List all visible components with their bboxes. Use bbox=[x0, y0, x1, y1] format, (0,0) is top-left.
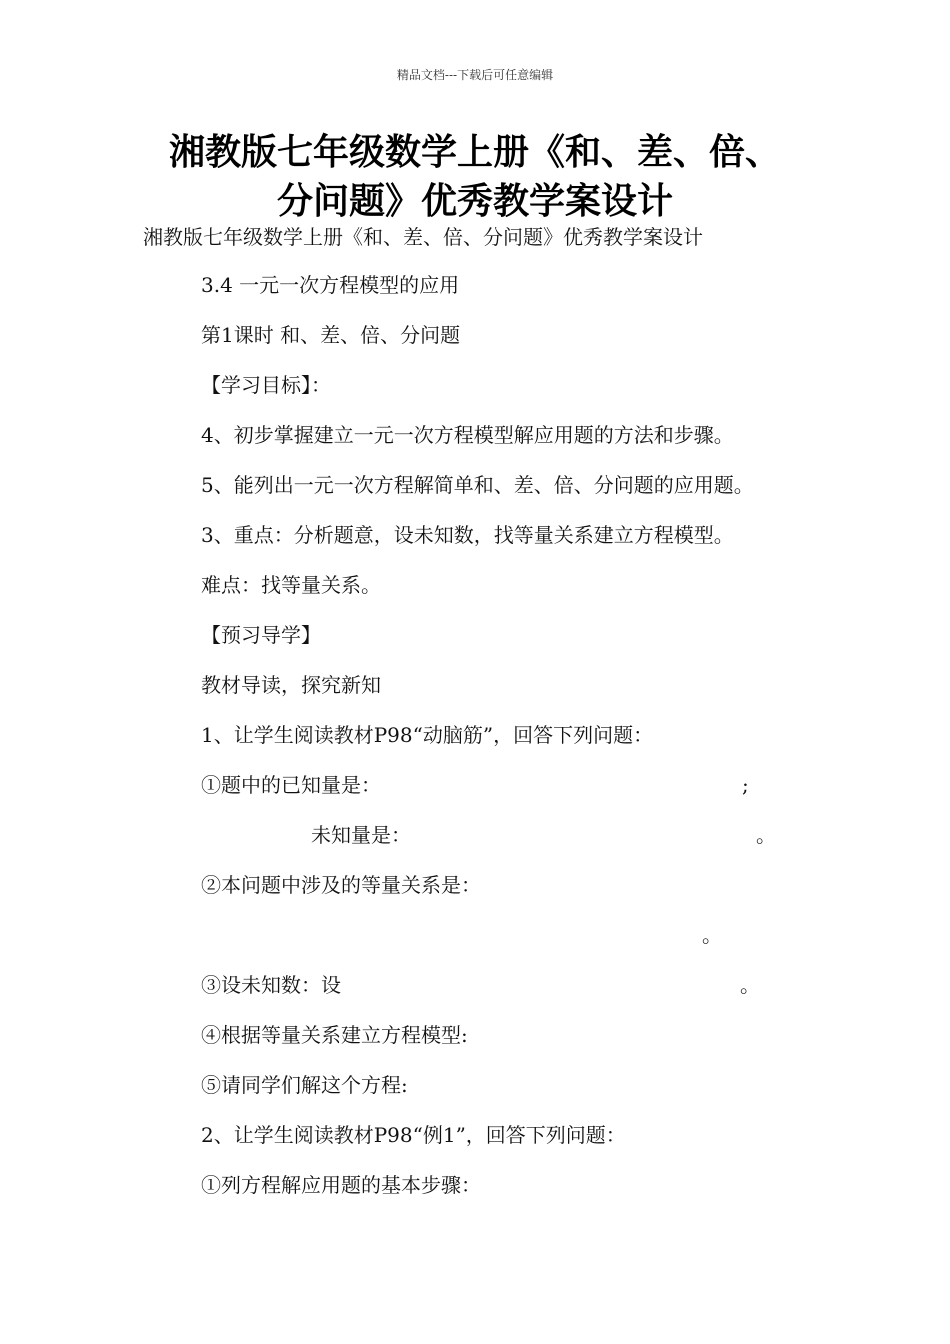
known-quantity-prompt: ①题中的已知量是： bbox=[201, 773, 381, 797]
document-title-line-1: 湘教版七年级数学上册《和、差、倍、 bbox=[168, 131, 781, 173]
preview-heading: 【预习导学】 bbox=[201, 623, 321, 647]
reading-intro: 教材导读，探究新知 bbox=[201, 673, 381, 697]
question-1: 1、让学生阅读教材P98“动脑筋”，回答下列问题： bbox=[201, 723, 654, 747]
section-heading: 3.4 一元一次方程模型的应用 bbox=[201, 273, 460, 297]
goal-item: 4、初步掌握建立一元一次方程模型解应用题的方法和步骤。 bbox=[201, 423, 734, 447]
difficulty-text: 难点：找等量关系。 bbox=[201, 573, 381, 597]
goal-item: 5、能列出一元一次方程解简单和、差、倍、分问题的应用题。 bbox=[201, 473, 754, 497]
set-unknown-prompt: ③设未知数：设 bbox=[201, 973, 341, 997]
solve-equation-prompt: ⑤请同学们解这个方程: bbox=[201, 1073, 408, 1097]
learning-goals-heading: 【学习目标】： bbox=[201, 373, 331, 397]
page-header: 精品文档---下载后可任意编辑 bbox=[396, 68, 554, 82]
build-model-prompt: ④根据等量关系建立方程模型: bbox=[201, 1023, 468, 1047]
basic-steps-prompt: ①列方程解应用题的基本步骤： bbox=[201, 1173, 481, 1197]
relation-prompt: ②本问题中涉及的等量关系是： bbox=[201, 873, 481, 897]
blank-end-mark: ; bbox=[742, 773, 749, 797]
blank-end-mark: 。 bbox=[740, 973, 760, 997]
question-2: 2、让学生阅读教材P98“例1”，回答下列问题： bbox=[201, 1123, 626, 1147]
document-title-line-2: 分问题》优秀教学案设计 bbox=[276, 180, 673, 222]
unknown-quantity-prompt: 未知量是： bbox=[311, 823, 411, 847]
document-subtitle: 湘教版七年级数学上册《和、差、倍、分问题》优秀教学案设计 bbox=[143, 225, 703, 249]
goal-item: 3、重点：分析题意，设未知数，找等量关系建立方程模型。 bbox=[201, 523, 734, 547]
blank-end-mark: 。 bbox=[756, 823, 776, 847]
lesson-heading: 第1课时 和、差、倍、分问题 bbox=[201, 323, 461, 347]
blank-end-mark: 。 bbox=[702, 923, 722, 947]
